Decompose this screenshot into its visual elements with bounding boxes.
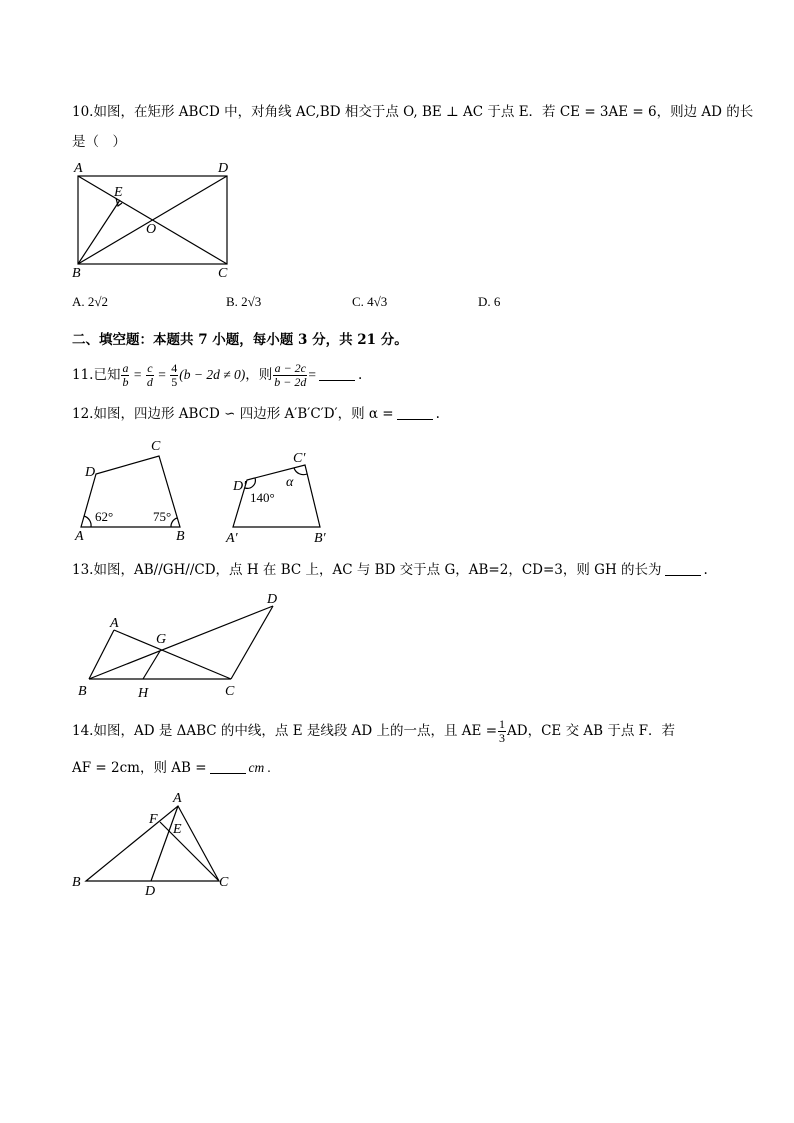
q11-answer-blank[interactable] (319, 366, 355, 381)
q14-label-b: B (72, 875, 81, 890)
q10-label-d: D (218, 161, 229, 176)
q12-label-c: C (151, 439, 161, 454)
q12-figure-right (233, 465, 320, 527)
q13-label-g: G (156, 632, 167, 647)
q10-label-c: C (218, 266, 228, 281)
q10-label-o: O (146, 222, 157, 237)
q12-label-a: A (75, 529, 84, 544)
q11-fraction-a-b: $\frac{a}{b}$ (122, 361, 129, 389)
q12-stem-text: 12.如图，四边形 ABCD ∽ 四边形 A′B′C′D′，则 α = (72, 406, 394, 422)
q14-stem-a: 14.如图，AD 是 ΔABC 的中线，点 E 是线段 AD 上的一点，且 AE = (72, 723, 498, 739)
q12-label-d: D (85, 465, 96, 480)
q13-label-c: C (225, 684, 235, 699)
section-fill-in-title: 二、填空题：本题共 7 小题，每小题 3 分，共 21 分。 (72, 332, 408, 348)
q13-label-d: D (267, 592, 278, 607)
q14-label-f: F (149, 812, 158, 827)
q12-label-a2: A′ (226, 531, 238, 546)
q13-label-b: B (78, 684, 87, 699)
q10-option-c[interactable]: C. 4√3 (352, 294, 388, 309)
q12-stem: 12.如图，四边形 ABCD ∽ 四边形 A′B′C′D′，则 α = . (72, 406, 440, 422)
q10-stem-line1: 10.如图，在矩形 ABCD 中，对角线 AC,BD 相交于点 O, BE ⊥ AC 于点 E．若 CE = 3AE = 6，则边 AD 的长 (72, 104, 754, 120)
q10-stem-line2: 是（ ） (72, 134, 126, 150)
q11-condition: (b − 2d ≠ 0) (179, 367, 246, 382)
q10-option-a[interactable]: A. 2√2 (72, 294, 109, 309)
q14-stem-line1 (72, 716, 675, 746)
q10-segment-be (78, 200, 120, 264)
q12-angle-a-arc (84, 516, 91, 527)
q12-angle-c2-arc (294, 468, 307, 475)
q14-label-a: A (173, 791, 182, 806)
q12-angle-a-value: 62° (95, 509, 114, 524)
q14-stem-line2 (72, 758, 271, 778)
q12-label-b2: B′ (314, 531, 326, 546)
q13-segment-ac (114, 630, 231, 679)
q13-stem-text: 13.如图，AB//GH//CD，点 H 在 BC 上，AC 与 BD 交于点 G，AB=2，CD=3，则 GH 的长为 (72, 562, 662, 578)
q11-fraction-target: $\frac{a - 2c}{b - 2d}$ (274, 361, 307, 389)
q11-fraction-4-5: $\frac{4}{5}$ (171, 361, 178, 389)
q14-line2-a: AF = 2cm，则 AB = (72, 760, 207, 776)
q13-segment-cd (231, 606, 273, 679)
q12-answer-blank[interactable] (397, 405, 433, 420)
q13-label-h: H (138, 686, 149, 701)
q10-figure (78, 176, 227, 264)
q12-label-c2: C′ (293, 451, 306, 466)
q14-segment-cf (160, 822, 219, 881)
q14-label-d: D (145, 884, 156, 899)
q12-label-d2: D′ (233, 479, 247, 494)
q14-answer-blank[interactable] (210, 759, 246, 774)
q14-stem-b: AD，CE 交 AB 于点 F．若 (507, 723, 675, 739)
q11-then: ，则 (245, 367, 273, 383)
q12-angle-b-value: 75° (153, 509, 172, 524)
q12-angle-d2-value: 140° (250, 490, 275, 505)
q13-segment-gh (143, 651, 160, 679)
q12-label-b: B (176, 529, 185, 544)
q13-answer-blank[interactable] (665, 561, 701, 576)
q12-alpha: α (286, 475, 294, 490)
q14-line2-b: cm . (248, 760, 272, 775)
q14-label-e: E (173, 822, 182, 837)
q10-label-e: E (114, 185, 123, 200)
q10-label-b: B (72, 266, 81, 281)
q11-prefix: 11.已知 (72, 367, 121, 383)
q14-fraction-1-3: $\frac{1}{3}$ (499, 717, 506, 745)
q14-label-c: C (219, 875, 229, 890)
q11-fraction-c-d: $\frac{c}{d}$ (146, 361, 153, 389)
q10-option-d[interactable]: D. 6 (478, 294, 501, 309)
q10-label-a: A (74, 161, 83, 176)
q11-stem: 11.已知 $\frac{a}{b}$ = $\frac{c}{d}$ = $\frac{4}{5}$ (b − 2d ≠ 0)，则 $\frac{a - 2c}{b - 2d}$ = . (72, 361, 363, 389)
q13-segment-ab (89, 630, 114, 679)
q13-label-a: A (110, 616, 119, 631)
q10-option-b[interactable]: B. 2√3 (226, 294, 262, 309)
q13-stem: 13.如图，AB//GH//CD，点 H 在 BC 上，AC 与 BD 交于点 G，AB=2，CD=3，则 GH 的长为 . (72, 562, 708, 578)
q12-angle-b-arc (171, 518, 177, 527)
